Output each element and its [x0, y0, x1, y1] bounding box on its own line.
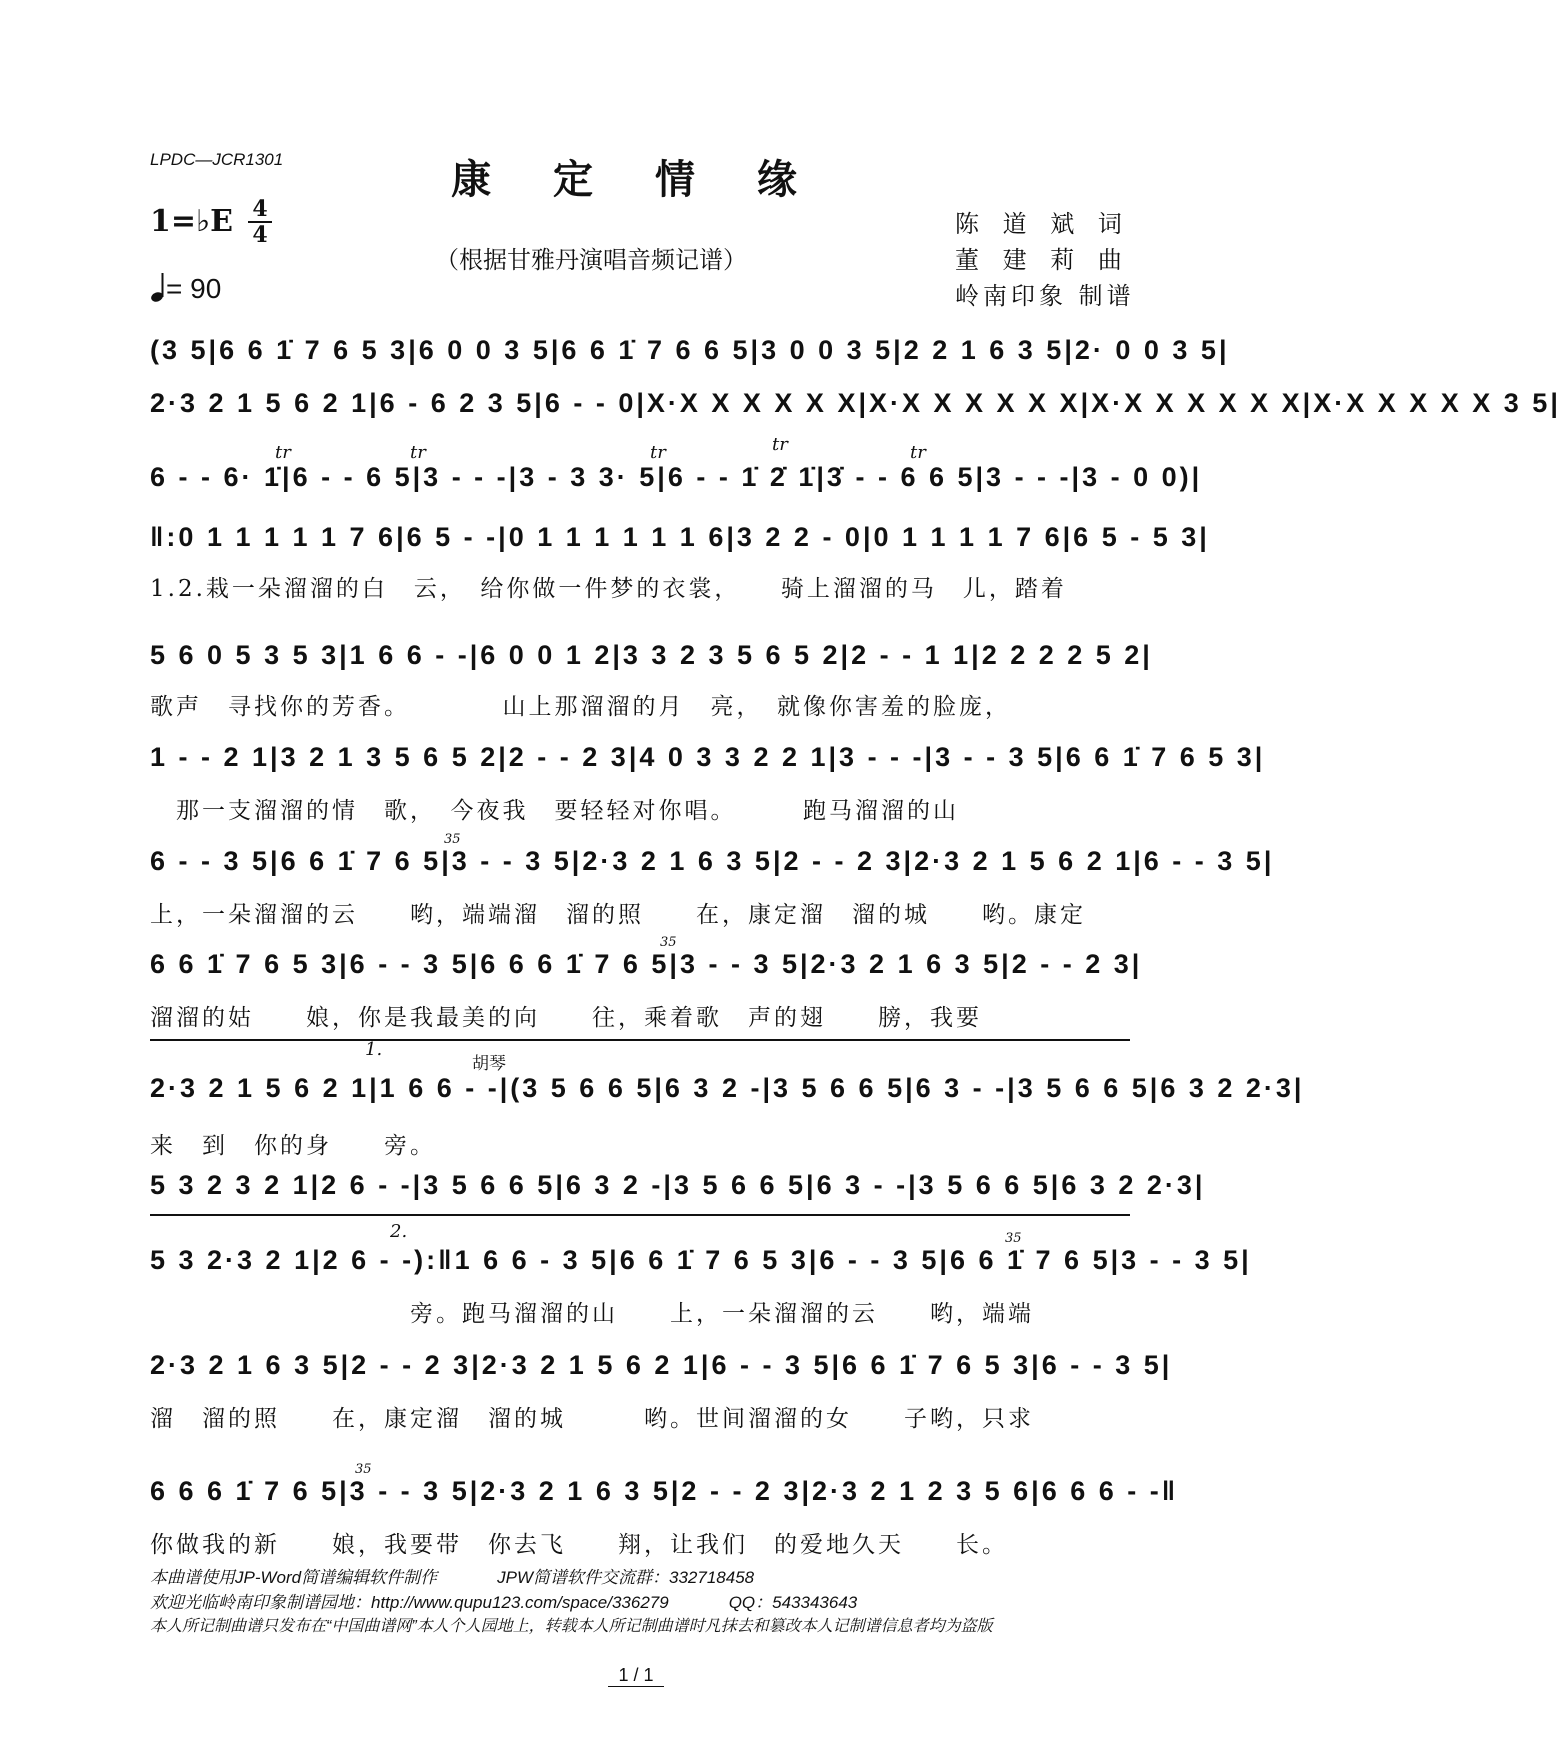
trill-mark: tr: [275, 442, 291, 463]
lyric-line: 溜溜的姑 娘，你是我最美的向 往，乘着歌 声的翅 膀，我要: [150, 1005, 982, 1031]
software-note: 本曲谱使用JP-Word简谱编辑软件制作: [150, 1568, 438, 1587]
key-signature: 1=♭E: [150, 204, 234, 239]
notation-line: (3 5|6 6 1̇ 7 6 5 3|6 0 0 3 5|6 6 1̇ 7 6 6 5|3 0 0 3 5|2 2 1 6 3 5|2· 0 0 3 5|: [150, 335, 1230, 365]
footer-line-2: [150, 1588, 917, 1613]
transcriber: 岭南印象 制谱: [955, 282, 1135, 310]
meter-top: 4: [252, 196, 268, 222]
lyric-line: 溜 溜的照 在，康定溜 溜的城 哟。世间溜溜的女 子哟，只求: [150, 1406, 1034, 1432]
notation-line: 2·3 2 1 5 6 2 1|6 - 6 2 3 5|6 - - 0|X·X X X X X X|X·X X X X X X|X·X X X X X X|X·X X X X X 3 5|: [150, 388, 1561, 418]
notation-line: 6 - - 6· 1̇|6 - - 6 5|3 - - -|3 - 3 3· 5|6 - - 1̇ 2̇ 1̇|3̇ - - 6 6 5|3 - - -|3 - 0 0)|: [150, 462, 1203, 492]
notation-line: ‖:0 1 1 1 1 1 7 6|6 5 - -|0 1 1 1 1 1 1 6|3 2 2 - 0|0 1 1 1 1 7 6|6 5 - 5 3|: [150, 522, 1210, 552]
trill-mark: tr: [910, 442, 926, 463]
tempo-value: = 90: [166, 272, 222, 304]
lyric-line: 上，一朵溜溜的云 哟，端端溜 溜的照 在，康定溜 溜的城 哟。康定: [150, 902, 1086, 928]
notation-line: 2·3 2 1 6 3 5|2 - - 2 3|2·3 2 1 5 6 2 1|6 - - 3 5|6 6 1̇ 7 6 5 3|6 - - 3 5|: [150, 1350, 1173, 1380]
subtitle: （根据甘雅丹演唱音频记谱）: [435, 246, 747, 274]
quarter-note-icon: [150, 272, 166, 309]
tempo-mark: [150, 272, 221, 309]
site-note: 欢迎光临岭南印象制谱园地：http://www.qupu123.com/space/336279: [150, 1593, 669, 1612]
notation-line: 6 6 6 1̇ 7 6 5|3 - - 3 5|2·3 2 1 6 3 5|2 - - 2 3|2·3 2 1 2 3 5 6|6 6 6 - -‖: [150, 1476, 1179, 1506]
lyric-line: 旁。跑马溜溜的山 上，一朵溜溜的云 哟，端端: [150, 1301, 1034, 1327]
notation-line: 5 6 0 5 3 5 3|1 6 6 - -|6 0 0 1 2|3 3 2 3 5 6 5 2|2 - - 1 1|2 2 2 2 5 2|: [150, 640, 1153, 670]
grace-note: 35: [660, 935, 677, 950]
lyric-line: 歌声 寻找你的芳香。 山上那溜溜的月 亮， 就像你害羞的脸庞，: [150, 694, 1011, 720]
trill-mark: tr: [650, 442, 666, 463]
trill-mark: tr: [410, 442, 426, 463]
time-signature: [248, 198, 272, 246]
grace-note: 35: [1005, 1231, 1022, 1246]
page-number: 1 / 1: [0, 1665, 1272, 1687]
notation-line: 1 - - 2 1|3 2 1 3 5 6 5 2|2 - - 2 3|4 0 3 3 2 2 1|3 - - -|3 - - 3 5|6 6 1̇ 7 6 5 3|: [150, 742, 1266, 772]
lyricist: 陈 道 斌 词: [955, 210, 1130, 238]
grace-note: 35: [355, 1462, 372, 1477]
instrument-label: 胡琴: [472, 1054, 506, 1074]
notation-line: 6 6 1̇ 7 6 5 3|6 - - 3 5|6 6 6 1̇ 7 6 5|3 - - 3 5|2·3 2 1 6 3 5|2 - - 2 3|: [150, 949, 1143, 979]
group-note: JPW简谱软件交流群：332718458: [497, 1568, 755, 1587]
footer-line-1: [150, 1563, 814, 1588]
footer-line-3: 本人所记制曲谱只发布在“中国曲谱网”本人个人园地上，转载本人所记制曲谱时凡抹去和篡改本人记制谱信息者均为盗版: [150, 1618, 993, 1635]
notation-line: 5 3 2 3 2 1|2 6 - -|3 5 6 6 5|6 3 2 -|3 5 6 6 5|6 3 - -|3 5 6 6 5|6 3 2 2·3|: [150, 1170, 1206, 1200]
lyric-line: 1.2.栽一朵溜溜的白 云， 给你做一件梦的衣裳， 骑上溜溜的马 儿，踏着: [150, 576, 1067, 602]
trill-mark: tr: [772, 434, 788, 455]
volta-2: 2.: [390, 1221, 408, 1242]
credits: [955, 206, 1135, 314]
lyric-line: 那一支溜溜的情 歌， 今夜我 要轻轻对你唱。 跑马溜溜的山: [150, 798, 959, 824]
notation-line: 2·3 2 1 5 6 2 1|1 6 6 - -|(3 5 6 6 5|6 3 2 -|3 5 6 6 5|6 3 - -|3 5 6 6 5|6 3 2 2·3|: [150, 1073, 1305, 1103]
volta-1: 1.: [365, 1039, 383, 1060]
meter-bottom: 4: [252, 222, 268, 248]
qq-note: QQ：543343643: [728, 1593, 858, 1612]
grace-note: 35: [444, 832, 461, 847]
lyric-line: 你做我的新 娘，我要带 你去飞 翔，让我们 的爱地久天 长。: [150, 1532, 1008, 1558]
notation-line: 5 3 2·3 2 1|2 6 - -):‖1 6 6 - 3 5|6 6 1̇ 7 6 5 3|6 - - 3 5|6 6 1̇ 7 6 5|3 - - 3 5|: [150, 1245, 1252, 1275]
page-title: 康 定 情 缘: [451, 156, 821, 203]
lyric-line: 来 到 你的身 旁。: [150, 1133, 436, 1159]
notation-line: 6 - - 3 5|6 6 1̇ 7 6 5|3 - - 3 5|2·3 2 1 6 3 5|2 - - 2 3|2·3 2 1 5 6 2 1|6 - - 3 5|: [150, 846, 1275, 876]
composer: 董 建 莉 曲: [955, 246, 1130, 274]
score-code: LPDC—JCR1301: [150, 150, 284, 169]
